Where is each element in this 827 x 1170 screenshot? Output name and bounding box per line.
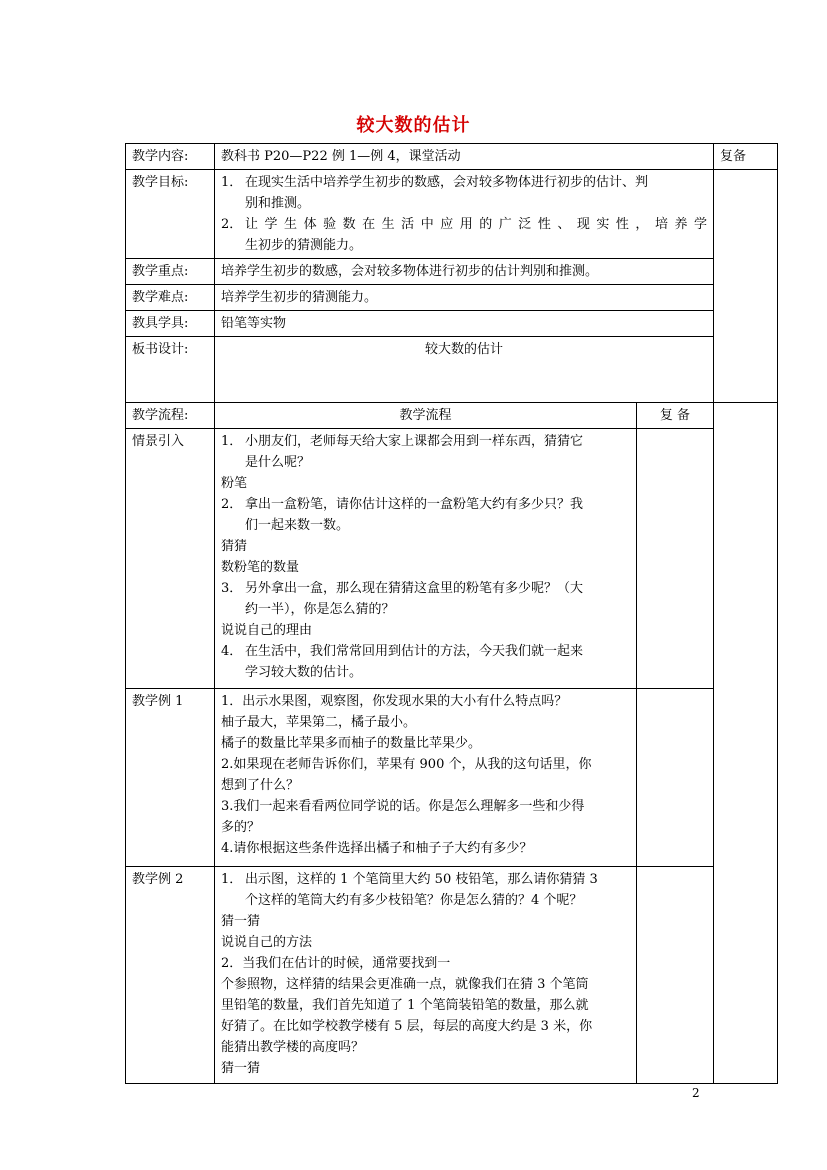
item-number: 4． <box>221 644 243 659</box>
label-example-2: 教学例 2 <box>126 867 215 1084</box>
review-subheader: 复 备 <box>637 403 714 429</box>
text-line: 想到了什么？ <box>221 778 300 793</box>
value-tools: 铅笔等实物 <box>215 311 714 337</box>
row-board <box>126 337 778 403</box>
goal-line: 让学生体验数在生活中应用的广泛性、现实性，培养学 <box>245 217 707 232</box>
answer-line: 粉笔 <box>221 476 248 491</box>
text-line: 猜一猜 <box>221 1061 261 1076</box>
item-number: 3． <box>221 581 243 596</box>
item-line: 们一起来数一数。 <box>245 518 350 533</box>
answer-line: 数粉笔的数量 <box>221 560 300 575</box>
item-line: 约一半），你是怎么猜的？ <box>245 602 395 617</box>
value-difficulty: 培养学生初步的猜测能力。 <box>215 285 714 311</box>
goal-item <box>221 214 707 256</box>
item-line: 另外拿出一盒，那么现在猜猜这盒里的粉笔有多少呢？（大 <box>245 581 584 596</box>
label-tools: 教具学具: <box>126 311 215 337</box>
item-line: 拿出一盒粉笔，请你估计这样的一盒粉笔大约有多少只？我 <box>245 497 584 512</box>
page-title: 较大数的估计 <box>356 115 471 136</box>
text-line: 个参照物，这样猜的结果会更准确一点，就像我们在猜 3 个笔筒 <box>221 977 589 992</box>
text-line: 橘子的数量比苹果多而柚子的数量比苹果少。 <box>221 736 482 751</box>
text-line: 2．当我们在估计的时候，通常要找到一 <box>221 956 451 971</box>
review-cell-bottom <box>714 403 778 1084</box>
list-item <box>221 431 630 473</box>
row-intro <box>126 429 778 689</box>
text-line: 好猜了。在比如学校教学楼有 5 层，每层的高度大约是 3 米，你 <box>221 1019 593 1034</box>
row-content <box>126 144 778 170</box>
label-difficulty: 教学难点: <box>126 285 215 311</box>
list-item <box>221 641 630 683</box>
text-line: 说说自己的方法 <box>221 935 313 950</box>
item-number: 1． <box>221 434 243 449</box>
list-item <box>221 578 630 620</box>
goal-item <box>221 172 707 214</box>
answer-line: 猜猜 <box>221 539 248 554</box>
text-line: 猜一猜 <box>221 914 261 929</box>
process-title: 教学流程 <box>215 403 637 429</box>
text-line: 里铅笔的数量，我们首先知道了 1 个笔筒装铅笔的数量，那么就 <box>221 998 589 1013</box>
item-line: 出示图，这样的 1 个笔筒里大约 50 枝铅笔，那么请你猜猜 3 <box>245 872 598 887</box>
row-example-1 <box>126 689 778 867</box>
label-board: 板书设计: <box>126 337 215 403</box>
goal-line: 生初步的猜测能力。 <box>245 238 363 253</box>
item-line: 小朋友们，老师每天给大家上课都会用到一样东西，猜猜它 <box>245 434 584 449</box>
label-process: 教学流程: <box>126 403 215 429</box>
review-header: 复备 <box>714 144 778 170</box>
row-key-point <box>126 259 778 285</box>
goal-line: 别和推测。 <box>245 196 311 211</box>
page-number: 2 <box>692 1086 700 1100</box>
label-goals: 教学目标: <box>126 170 215 259</box>
list-item <box>221 494 630 536</box>
list-item <box>221 869 630 911</box>
text-line: 多的？ <box>221 820 261 835</box>
row-tools <box>126 311 778 337</box>
item-line: 在生活中，我们常常回用到估计的方法，今天我们就一起来 <box>245 644 584 659</box>
label-key-point: 教学重点: <box>126 259 215 285</box>
goal-number: 2． <box>221 217 243 232</box>
text-line: 柚子最大，苹果第二，橘子最小。 <box>221 715 417 730</box>
row-goals <box>126 170 778 259</box>
item-line: 个这样的笔筒大约有多少枝铅笔？你是怎么猜的？4 个呢？ <box>245 893 583 908</box>
text-line: 3.我们一起来看看两位同学说的话。你是怎么理解多一些和少得 <box>221 799 585 814</box>
example-1-content <box>215 689 637 867</box>
goal-line: 在现实生活中培养学生初步的数感，会对较多物体进行初步的估计、判 <box>245 175 649 190</box>
text-line: 1．出示水果图，观察图，你发现水果的大小有什么特点吗？ <box>221 694 568 709</box>
item-number: 2． <box>221 497 243 512</box>
value-key-point: 培养学生初步的数感，会对较多物体进行初步的估计判别和推测。 <box>215 259 714 285</box>
row-process-header <box>126 403 778 429</box>
example-2-content <box>215 867 637 1084</box>
goal-number: 1． <box>221 175 243 190</box>
text-line: 能猜出教学楼的高度吗？ <box>221 1040 365 1055</box>
row-difficulty <box>126 285 778 311</box>
intro-content <box>215 429 637 689</box>
text-line: 4.请你根据这些条件选择出橘子和柚子子大约有多少？ <box>221 841 533 856</box>
review-column-cell <box>637 689 714 867</box>
value-content: 教科书 P20—P22 例 1—例 4，课堂活动 <box>215 144 714 170</box>
value-board: 较大数的估计 <box>215 337 714 403</box>
item-line: 学习较大数的估计。 <box>245 665 363 680</box>
review-column-cell <box>637 867 714 1084</box>
row-example-2 <box>126 867 778 1084</box>
text-line: 2.如果现在老师告诉你们，苹果有 900 个，从我的这句话里，你 <box>221 757 592 772</box>
item-line: 是什么呢？ <box>245 455 311 470</box>
review-column-cell <box>637 429 714 689</box>
review-cell-top <box>714 170 778 403</box>
label-example-1: 教学例 1 <box>126 689 215 867</box>
value-goals <box>215 170 714 259</box>
item-number: 1． <box>221 872 243 887</box>
lesson-plan-table <box>125 143 778 1084</box>
label-intro: 情景引入 <box>126 429 215 689</box>
label-content: 教学内容: <box>126 144 215 170</box>
answer-line: 说说自己的理由 <box>221 623 313 638</box>
